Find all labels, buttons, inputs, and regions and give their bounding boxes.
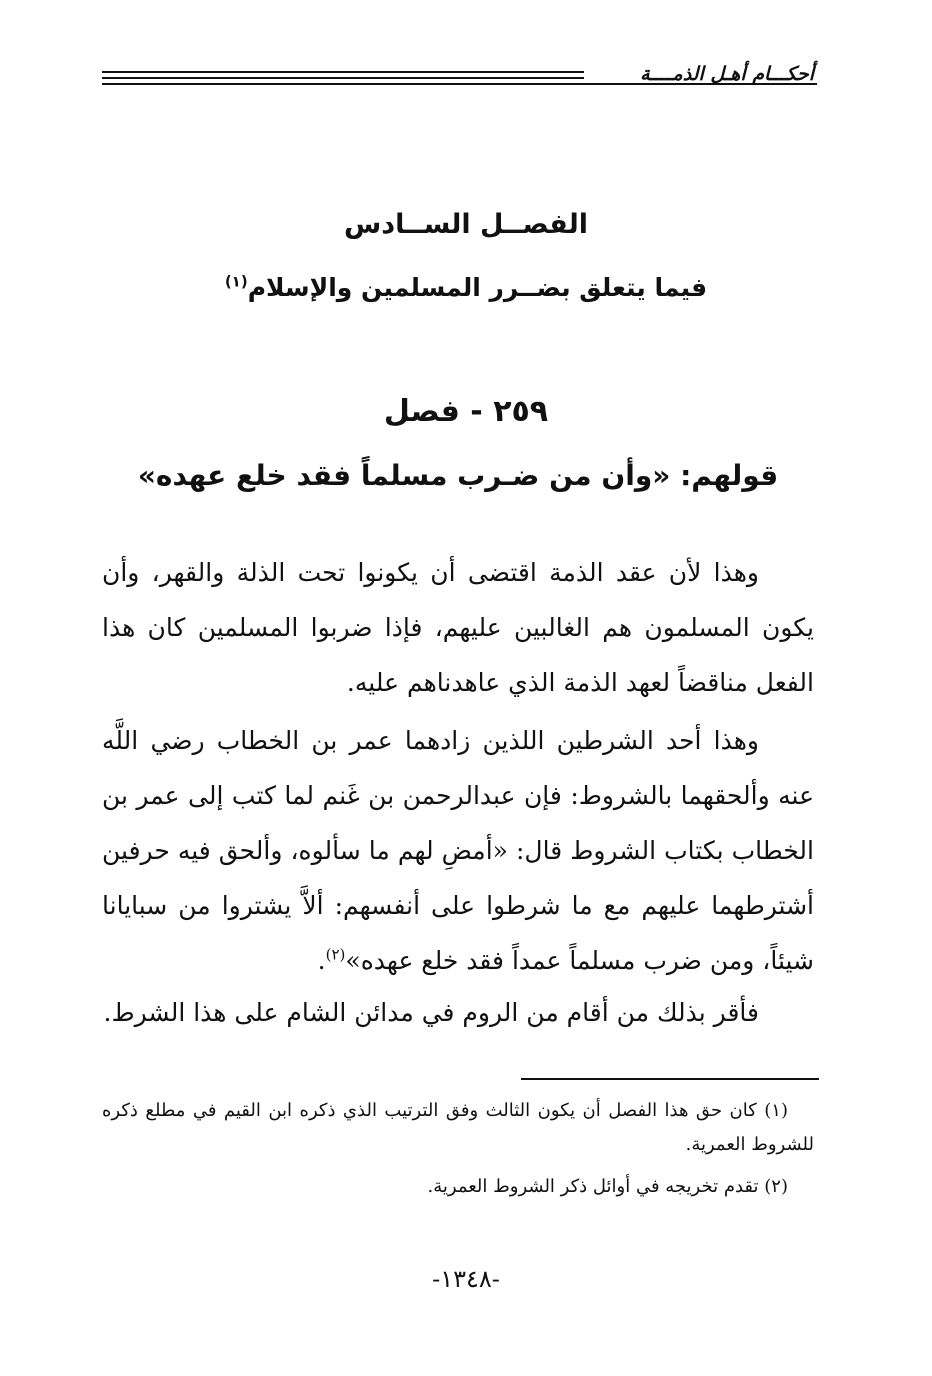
- section-number: ٢٥٩ - فصل: [383, 394, 549, 429]
- footnote-ref-2[interactable]: (٢): [325, 945, 346, 964]
- body-paragraph-2-end: .: [317, 946, 326, 975]
- section-heading: قولهم: «وأن من ضـرب مسلماً فقد خلع عهده»: [137, 459, 779, 492]
- page-number: -١٣٤٨-: [432, 1265, 500, 1293]
- footnote-separator: [521, 1078, 819, 1080]
- chapter-title: الفصــل الســادس: [344, 209, 588, 240]
- chapter-subtitle: [0, 268, 932, 308]
- chapter-subtitle-text: فيما يتعلق بضــرر المسلمين والإسلام: [247, 273, 708, 302]
- footnote-ref-1[interactable]: (١): [224, 272, 248, 291]
- running-header: أحكـــام أهـل الذمــــة: [640, 63, 814, 85]
- header-rule-double: [102, 71, 584, 79]
- header-rule: [102, 83, 817, 85]
- footnote-2: (٢) تقدم تخريجه في أوائل ذكر الشروط العمرية.: [427, 1176, 788, 1197]
- body-paragraph-2: [102, 713, 814, 988]
- body-paragraph-2-text: وهذا أحد الشرطين اللذين زادهما عمر بن الخطاب رضي اللَّه عنه وألحقهما بالشروط: فإن عبدالرحمن بن غَنم لما كتب إلى عمر بن الخطاب بكتاب الشروط قال: «أمضِ لهم ما سألوه، وألحق فيه حرفين أشترطهما عليهم مع ما شرطوا على أنفسهم: ألاَّ يشتروا من سبايانا شيئاً، ومن ضرب مسلماً عمداً فقد خلع عهده»: [102, 726, 814, 975]
- body-paragraph-1: وهذا لأن عقد الذمة اقتضى أن يكونوا تحت الذلة والقهر، وأن يكون المسلمون هم الغالبين عليهم، فإذا ضربوا المسلمين كان هذا الفعل مناقضاً لعهد الذمة الذي عاهدناهم عليه.: [102, 558, 814, 697]
- footnotes: [102, 1094, 814, 1212]
- body-paragraph-3: فأقر بذلك من أقام من الروم في مدائن الشام على هذا الشرط.: [103, 998, 759, 1027]
- footnote-1: (١) كان حق هذا الفصل أن يكون الثالث وفق الترتيب الذي ذكره ابن القيم في مطلع ذكره للشروط العمرية.: [102, 1100, 814, 1155]
